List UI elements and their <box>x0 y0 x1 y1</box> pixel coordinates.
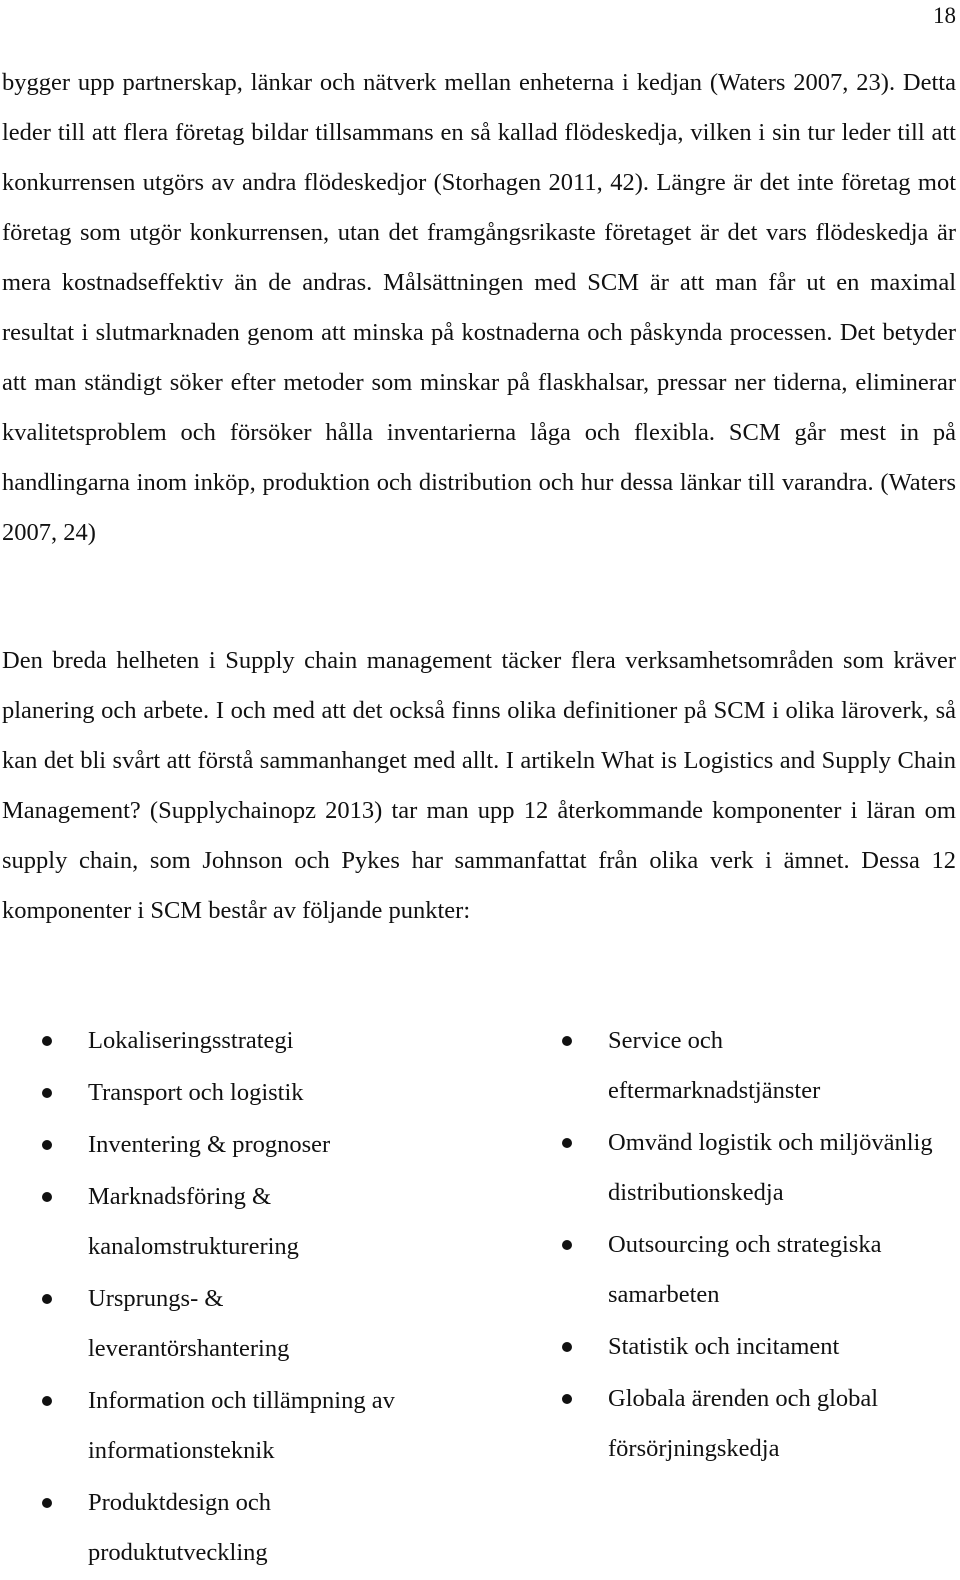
body-paragraph-2: Den breda helheten i Supply chain management täcker flera verksamhetsområden som kräver planering och arbete. I och med att det också finns olika definitioner på SCM i olika läroverk, så kan det bli svårt att förstå sammanhanget med allt. I artikeln What is Logistics and Supply Chain Management? (Supplychainopz 2013) tar man upp 12 återkommande komponenter i läran om supply chain, som Johnson och Pykes har sammanfattat från olika verk i ämnet. Dessa 12 komponenter i SCM består av följande punkter: <box>2 647 956 924</box>
list-item <box>40 1016 510 1066</box>
bullet-icon <box>562 1342 572 1352</box>
bullet-icon <box>42 1294 52 1304</box>
list-item-text: Service och eftermarknadstjänster <box>608 1027 821 1104</box>
bullet-icon <box>562 1036 572 1046</box>
bullet-icon <box>42 1088 52 1098</box>
bullet-icon <box>42 1498 52 1508</box>
list-item-text: Globala ärenden och global försörjningskedja <box>608 1385 879 1462</box>
list-item-text: Inventering & prognoser <box>88 1131 331 1158</box>
list-item-text: Statistik och incitament <box>608 1333 840 1360</box>
bullet-icon <box>562 1394 572 1404</box>
list-item-text: Outsourcing och strategiska samarbeten <box>608 1231 882 1308</box>
bullet-icon <box>42 1192 52 1202</box>
list-item-text: Lokaliseringsstrategi <box>88 1027 294 1054</box>
bullet-icon <box>42 1140 52 1150</box>
list-item <box>40 1120 510 1170</box>
list-item <box>560 1220 960 1320</box>
list-item <box>560 1374 960 1474</box>
bullet-icon <box>42 1036 52 1046</box>
list-item <box>40 1274 510 1374</box>
list-item <box>40 1172 510 1272</box>
list-item-text: Produktdesign och produktutveckling <box>88 1489 272 1566</box>
list-item <box>560 1118 960 1218</box>
page-number: 18 <box>933 3 956 28</box>
body-paragraph-1: bygger upp partnerskap, länkar och nätverk mellan enheterna i kedjan (Waters 2007, 23). Detta leder till att flera företag bildar tillsammans en så kallad flödeskedja, vilken i sin tur leder till att konkurrensen utgörs av andra flödeskedjor (Storhagen 2011, 42). Längre är det inte företag mot företag som utgör konkurrensen, utan det framgångsrikaste företaget är det vars flödeskedja är mera kostnadseffektiv än de andras. Målsättningen med SCM är att man får ut en maximal resultat i slutmarknaden genom att minska på kostnaderna och påskynda processen. Det betyder att man ständigt söker efter metoder som minskar på flaskhalsar, pressar ner tiderna, eliminerar kvalitetsproblem och försöker hålla inventarierna låga och flexibla. SCM går mest in på handlingarna inom inköp, produktion och distribution och hur dessa länkar till varandra. (Waters 2007, 24) <box>2 69 956 546</box>
list-item-text: Omvänd logistik och miljövänlig distributionskedja <box>608 1129 933 1206</box>
list-item <box>40 1478 510 1578</box>
list-item-text: Marknadsföring & kanalomstrukturering <box>88 1183 299 1260</box>
bullet-icon <box>562 1240 572 1250</box>
bullet-icon <box>562 1138 572 1148</box>
list-item-text: Information och tillämpning av informationsteknik <box>88 1387 395 1464</box>
components-list-right <box>560 1016 960 1476</box>
list-item-text: Ursprungs- & leverantörshantering <box>88 1285 290 1362</box>
bullet-icon <box>42 1396 52 1406</box>
list-item <box>560 1016 960 1116</box>
components-list-left <box>40 1016 510 1580</box>
list-item <box>40 1376 510 1476</box>
list-item <box>560 1322 960 1372</box>
list-item-text: Transport och logistik <box>88 1079 304 1106</box>
list-item <box>40 1068 510 1118</box>
